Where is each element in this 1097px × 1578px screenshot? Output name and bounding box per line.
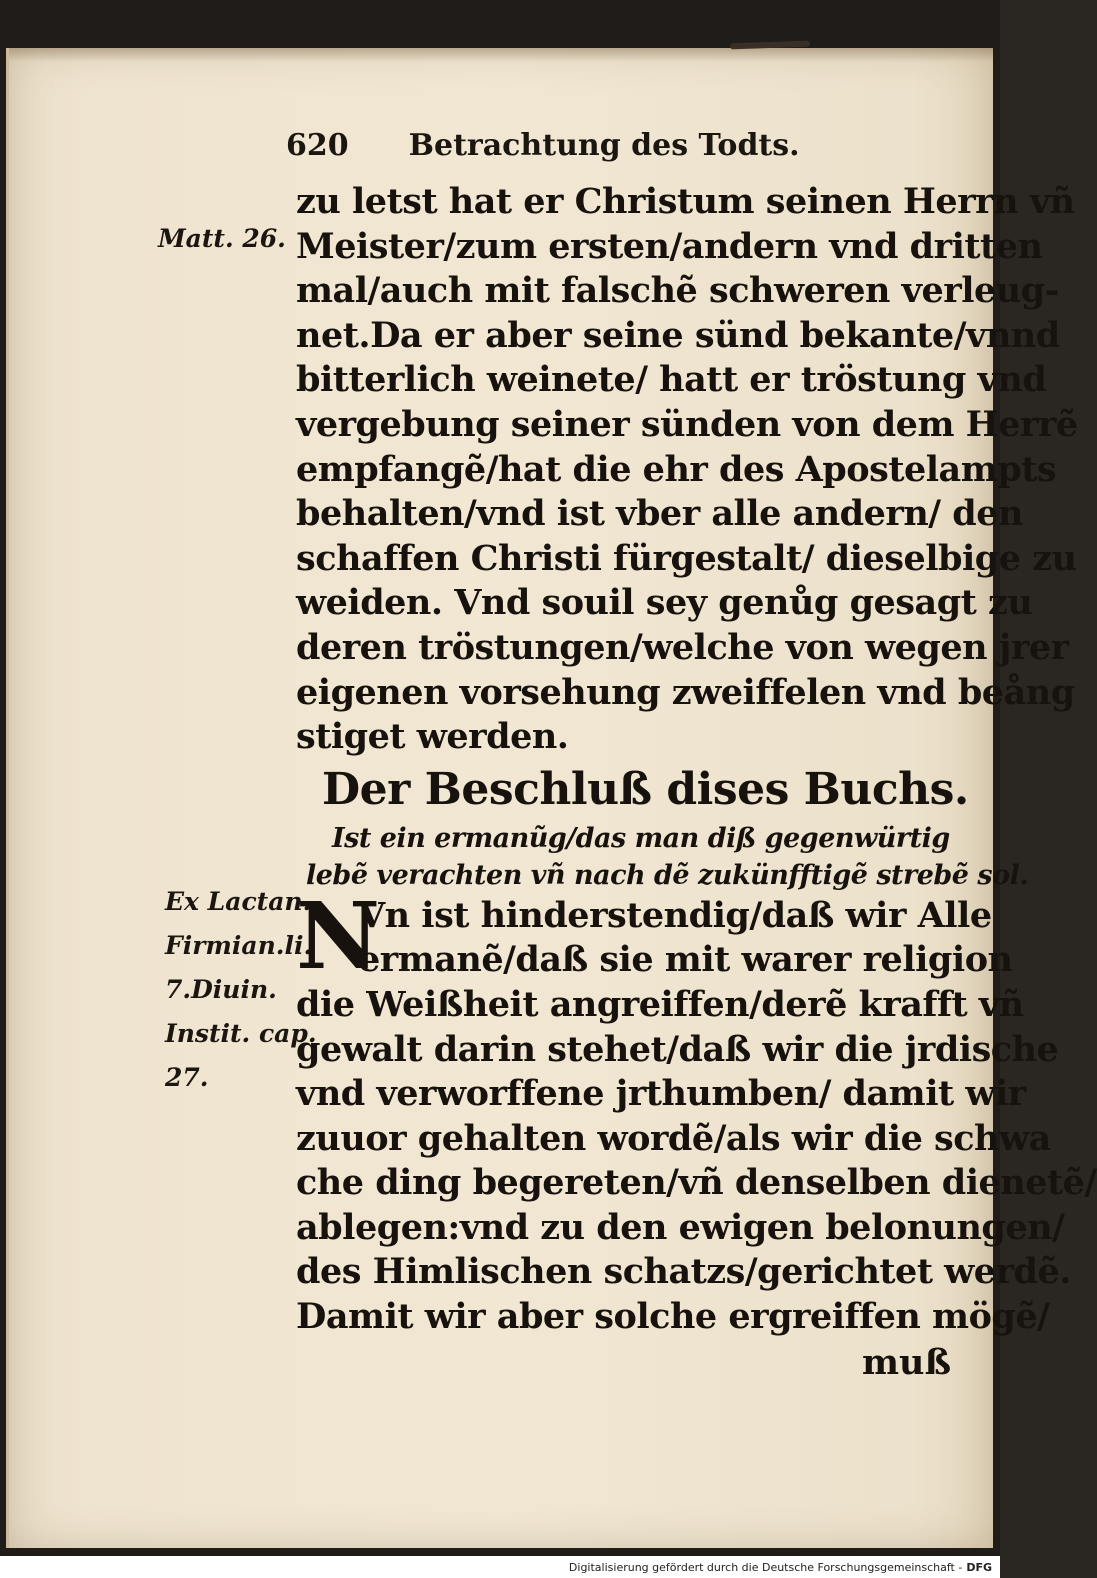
margin-line: 7.Diuin. xyxy=(165,975,277,1004)
page-header xyxy=(286,128,846,163)
margin-line: Ex Lactan. xyxy=(165,887,312,916)
text-line: che ding begereten/vñ denselben dienetẽ/ xyxy=(296,1162,1097,1204)
text-line: weiden. Vnd souil sey genůg gesagt zu xyxy=(296,582,1033,624)
dropcap-initial: N xyxy=(296,881,380,990)
text-line: net.Da er aber seine sünd bekante/vnnd xyxy=(296,314,1060,356)
digitization-footer xyxy=(0,1556,1000,1578)
text-line: zuuor gehalten wordẽ/als wir die schwa xyxy=(296,1117,1051,1159)
main-text-block xyxy=(296,180,1097,1340)
dropcap-lines xyxy=(358,894,1012,983)
page-number: 620 xyxy=(286,128,349,163)
page-edge-shadow xyxy=(9,48,993,62)
text-line: vnd verworffene jrthumben/ damit wir xyxy=(296,1073,1026,1115)
dropcap-paragraph-start xyxy=(296,881,1013,990)
margin-line: Firmian.li. xyxy=(165,931,313,960)
text-line: des Himlischen schatzs/gerichtet werdẽ. xyxy=(296,1251,1071,1293)
text-line: eigenen vorsehung zweiffelen vnd beång xyxy=(296,671,1075,713)
text-line: empfangẽ/hat die ehr des Apostelampts xyxy=(296,448,1057,490)
text-line: ermanẽ/daß sie mit warer religion xyxy=(358,939,1013,981)
text-line: die Weißheit angreiffen/derẽ krafft vñ xyxy=(296,983,1024,1025)
section-heading: Der Beschluß dises Buchs. xyxy=(322,763,969,815)
text-line: deren tröstungen/welche von wegen jrer xyxy=(296,626,1069,668)
text-line: behalten/vnd ist vber alle andern/ den xyxy=(296,493,1023,535)
text-line: bitterlich weinete/ hatt er tröstung vnd xyxy=(296,359,1047,401)
margin-line: 27. xyxy=(165,1063,209,1092)
section-summary-line: lebẽ verachten vñ nach dẽ zukünfftigẽ strebẽ sol. xyxy=(306,859,1029,891)
text-line: schaffen Christi fürgestalt/ dieselbige zu xyxy=(296,537,1077,579)
text-line: vergebung seiner sünden von dem Herrẽ xyxy=(296,403,1078,445)
footer-credit: Digitalisierung gefördert durch die Deutsche Forschungsgemeinschaft - xyxy=(568,1560,963,1574)
text-line: Vn ist hinderstendig/daß wir Alle xyxy=(358,894,992,936)
dfg-logo: DFG xyxy=(966,1560,992,1574)
running-title: Betrachtung des Todts. xyxy=(408,128,800,163)
margin-note-matt: Matt. 26. xyxy=(158,224,286,253)
text-line: zu letst hat er Christum seinen Herrn vñ xyxy=(296,181,1075,222)
margin-line: Instit. cap. xyxy=(165,1019,317,1048)
text-line: mal/auch mit falschẽ schweren verleug- xyxy=(296,270,1059,312)
text-line: stiget werden. xyxy=(296,716,569,758)
catchword: muß xyxy=(862,1342,952,1383)
text-line: Meister/zum ersten/andern vnd dritten xyxy=(296,225,1043,267)
margin-note-lactantius xyxy=(165,880,317,1100)
text-line: ablegen:vnd zu den ewigen belonungen/ xyxy=(296,1206,1065,1248)
text-line: gewalt darin stehet/daß wir die jrdische xyxy=(296,1028,1059,1070)
text-line: Damit wir aber solche ergreiffen mögẽ/ xyxy=(296,1296,1050,1338)
section-summary-line: Ist ein ermanũg/das man diß gegenwürtig xyxy=(332,822,950,854)
